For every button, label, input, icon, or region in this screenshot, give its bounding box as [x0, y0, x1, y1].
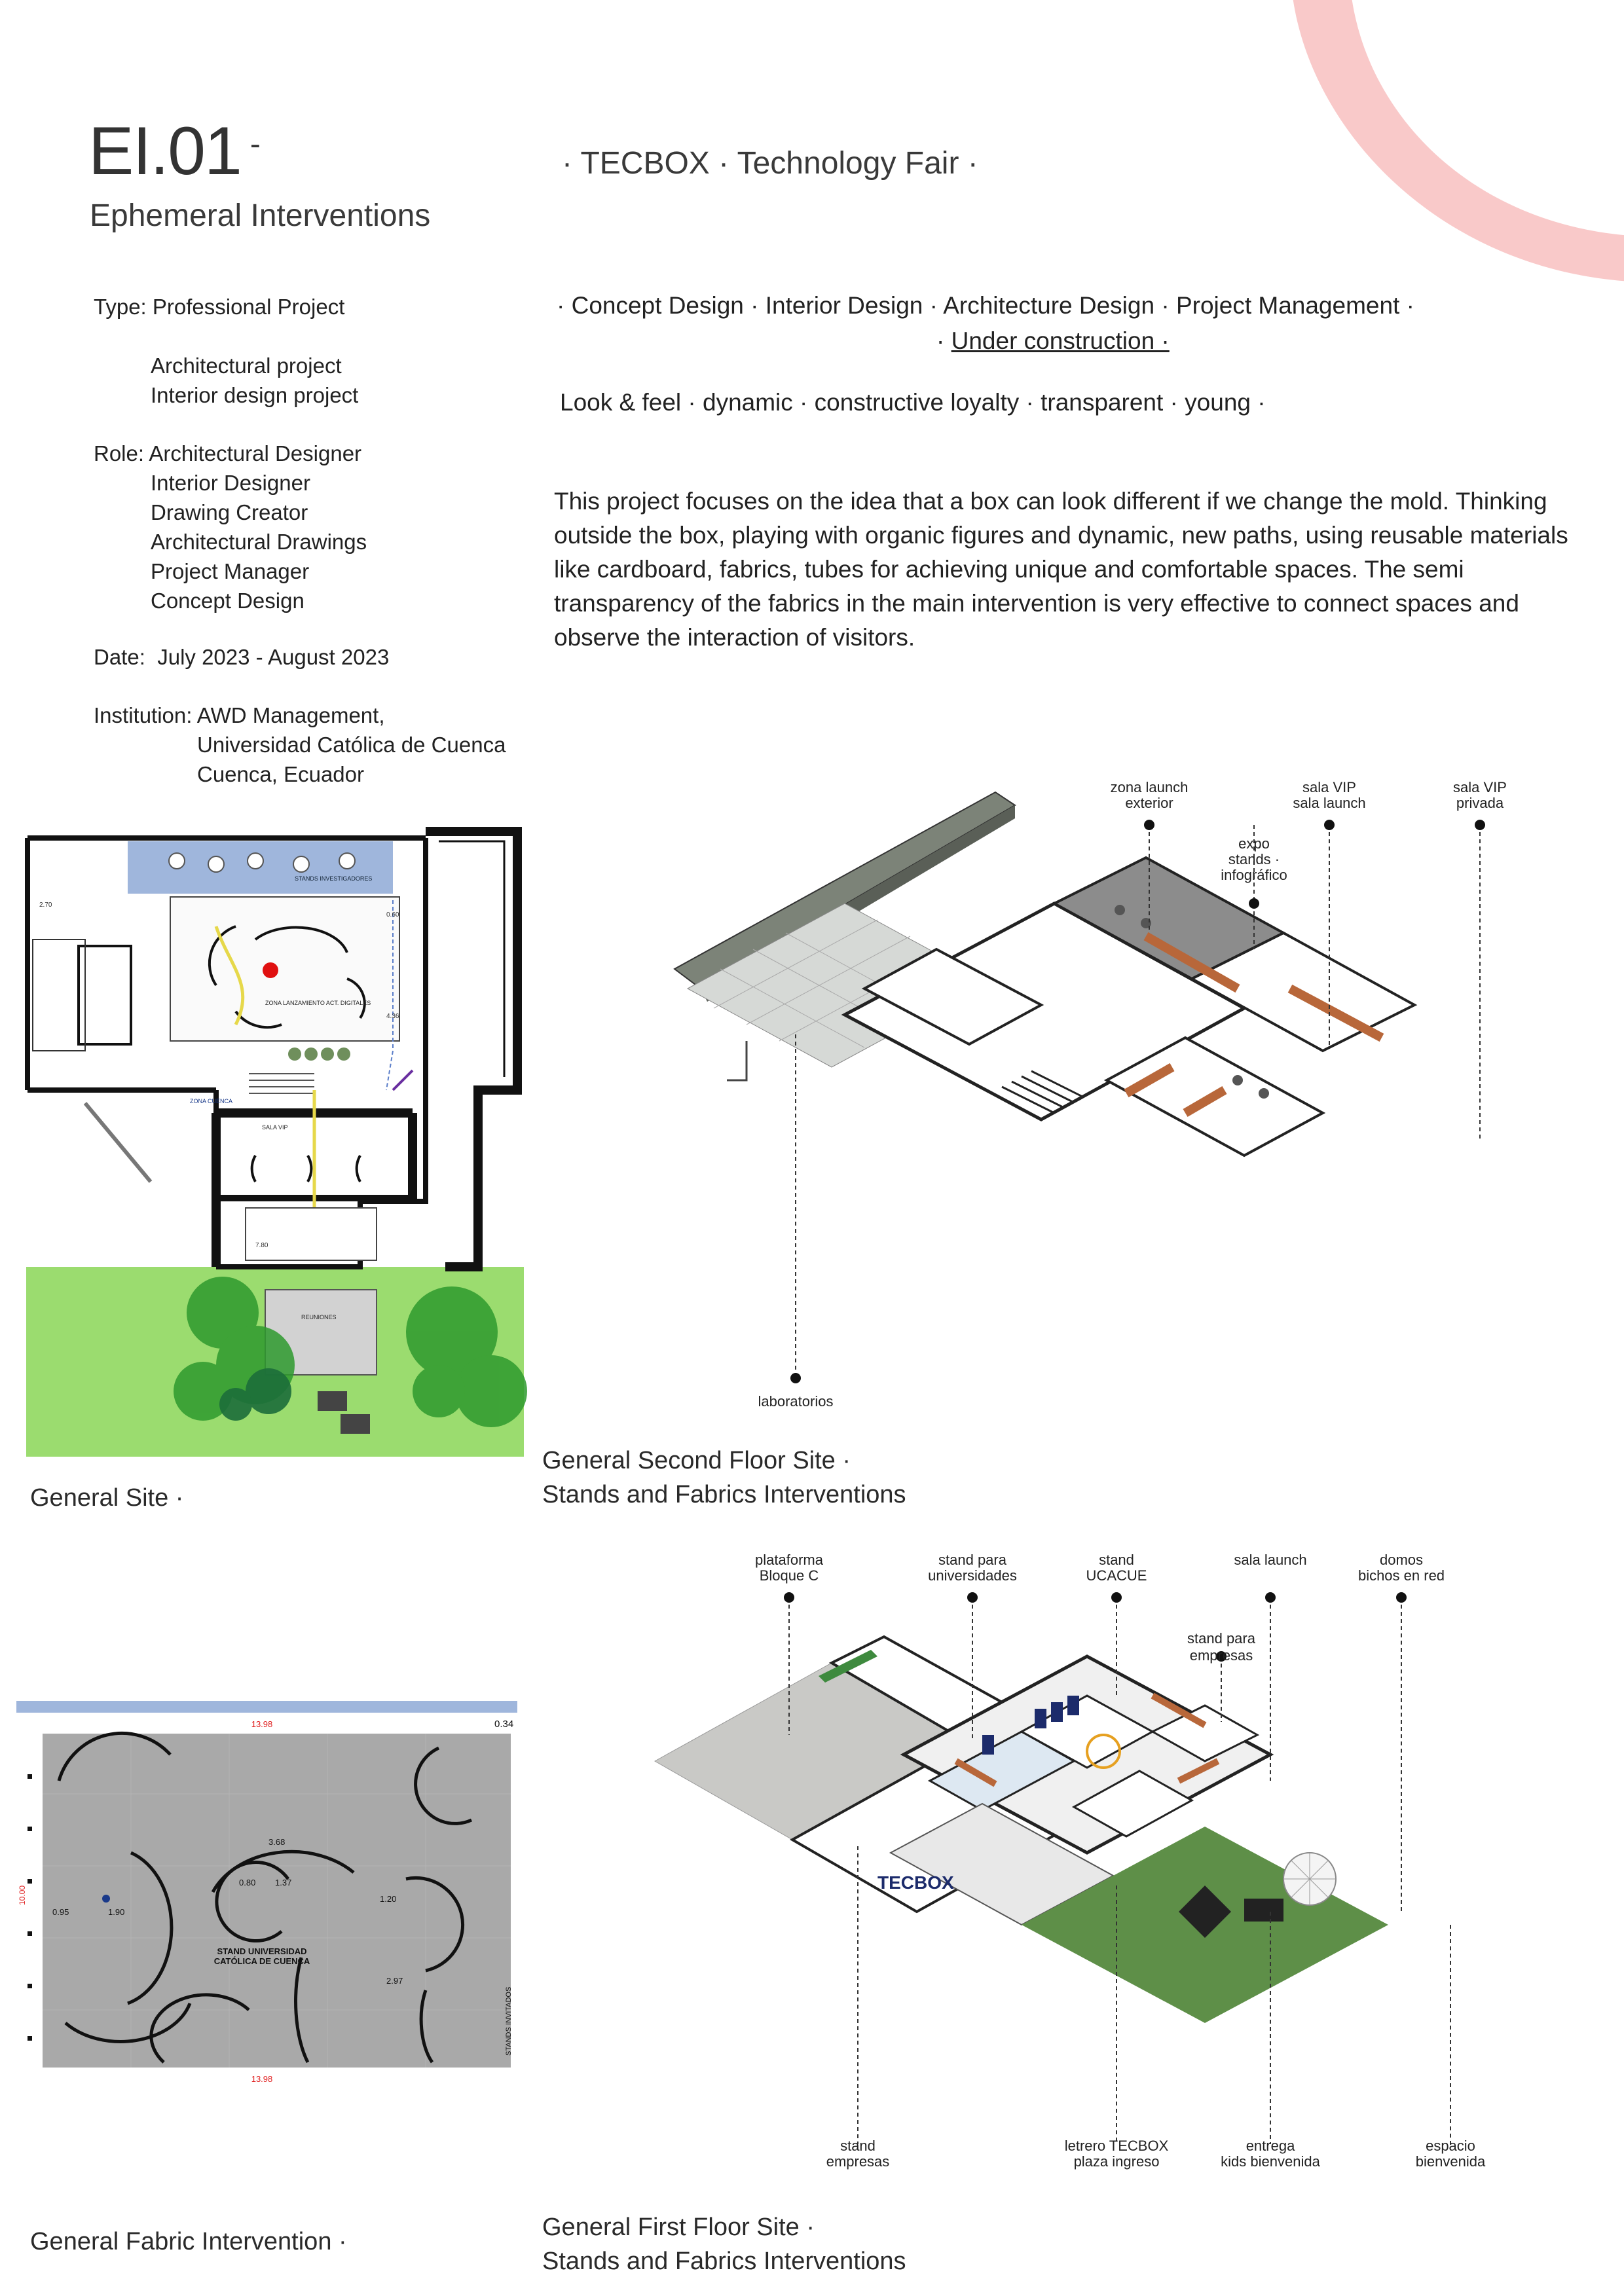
stands-label: STANDS INVESTIGADORES [295, 875, 373, 882]
caption-general-site: General Site · [30, 1484, 184, 1512]
caption-fabric: General Fabric Intervention · [30, 2228, 347, 2255]
caption-second-floor [542, 1444, 906, 1512]
callout-ucacue-1: stand [1099, 1552, 1134, 1568]
fabric-invitados: STANDS INVITADOS [505, 1986, 513, 2056]
callout-entrega-1: entrega [1246, 2138, 1295, 2154]
general-site-plan [20, 815, 530, 1457]
fabric-dim-f: 1.20 [380, 1894, 397, 1904]
callout-entrega-2: kids bienvenida [1221, 2153, 1320, 2170]
salon-label: SALA VIP [262, 1124, 288, 1131]
zona-lanz-label: ZONA LANZAMIENTO ACT. DIGITALES [265, 1000, 371, 1006]
callout-ucacue-2: UCACUE [1086, 1567, 1147, 1584]
callout-letrero-1: letrero TECBOX [1064, 2138, 1169, 2154]
tecbox-logo: TECBOX [877, 1872, 954, 1893]
project-code: EI.01 - [88, 113, 259, 189]
date-block: Date: July 2023 - August 2023 [94, 645, 390, 669]
fabric-dim-d: 2.97 [386, 1976, 403, 1986]
callout-espacio-1: espacio [1426, 2138, 1475, 2154]
caption-second-floor-line1: General Second Floor Site · [542, 1447, 851, 1474]
fabric-floor [43, 1734, 511, 2068]
fabric-left-dim: 10.00 [18, 1885, 27, 1905]
callout-laboratorios: laboratorios [758, 1393, 834, 1410]
callout-sala-vip-launch-1: sala VIP [1302, 779, 1356, 795]
callout-empresas-top-1: stand para [1187, 1630, 1255, 1647]
services-line: · Concept Design · Interior Design · Architecture Design · Project Management · [557, 292, 1414, 319]
fabric-stand-label-2: CATÓLICA DE CUENCA [213, 1956, 310, 1966]
callout-expo-1: expo [1238, 835, 1270, 852]
callout-stand-univ-2: universidades [928, 1567, 1017, 1584]
caption-first-floor-line2: Stands and Fabrics Interventions [542, 2248, 906, 2275]
fabric-dim-b: 0.80 [239, 1878, 256, 1887]
fair-title: · TECBOX · Technology Fair · [562, 146, 978, 181]
dim-3: 0.60 [386, 911, 399, 919]
callout-sala-vip-privada-2: privada [1456, 795, 1504, 811]
callout-stand-emp-1: stand [840, 2138, 876, 2154]
callout-expo-3: infográfico [1221, 867, 1287, 883]
callout-sala-vip-launch-2: sala launch [1293, 795, 1366, 811]
dim-2: 2.70 [39, 902, 52, 909]
callout-plataforma-2: Bloque C [759, 1567, 819, 1584]
callout-zona-launch-2: exterior [1125, 795, 1173, 811]
caption-first-floor [542, 2210, 906, 2278]
callout-plataforma-1: plataforma [755, 1552, 823, 1568]
callout-domos-1: domos [1379, 1552, 1424, 1568]
role-block: Role: Architectural Designer Interior Designer Drawing Creator Architectural Drawings Project Manager Concept Design [94, 441, 367, 613]
institution-block: Institution: AWD Management, Universidad Católica de Cuenca Cuenca, Ecuador [94, 703, 506, 786]
zona-cuenca-label: ZONA CUENCA [190, 1098, 233, 1104]
second-floor-axonometric [648, 773, 1565, 1421]
callout-sala-vip-privada-1: sala VIP [1453, 779, 1507, 795]
fabric-dim-c: 1.37 [275, 1878, 292, 1887]
caption-first-floor-line1: General First Floor Site · [542, 2214, 815, 2241]
dim-1: 7.80 [255, 1242, 268, 1249]
callout-letrero-2: plaza ingreso [1073, 2153, 1160, 2170]
callout-zona-launch-1: zona launch [1110, 779, 1189, 795]
callout-domos-2: bichos en red [1357, 1567, 1445, 1584]
callout-stand-univ-1: stand para [938, 1552, 1006, 1568]
fabric-top-band [16, 1701, 517, 1713]
project-description: This project focuses on the idea that a box can look different if we change the mold. Thinking outside the box, playing with organic figures and dynamic, new paths, using reusable materials like cardboard, fabrics, tubes for achieving unique and comfortable spaces. The semi transparency of the fabrics in the main intervention is very effective to connect spaces and observe the interaction of visitors. [554, 488, 1568, 651]
callout-espacio-2: bienvenida [1415, 2153, 1486, 2170]
dim-4: 4.36 [386, 1013, 399, 1020]
callout-empresas-top-2b: empresas [1189, 1647, 1253, 1664]
marker-dot [263, 962, 278, 978]
fabric-bottom-dim: 13.98 [251, 2074, 273, 2084]
callout-sala-launch: sala launch [1234, 1552, 1307, 1568]
fabric-stand-label-1: STAND UNIVERSIDAD [217, 1946, 307, 1956]
callout-expo-2: stands · [1228, 851, 1280, 867]
project-subtitle: Ephemeral Interventions [90, 198, 431, 233]
fabric-dim-e: 1.90 [108, 1907, 125, 1917]
fabric-dim-a: 3.68 [268, 1837, 286, 1847]
fabric-right-dim: 0.34 [494, 1719, 514, 1730]
look-feel-line: Look & feel · dynamic · constructive loyalty · transparent · young · [560, 389, 1266, 416]
type-block: Type: Professional Project [94, 295, 345, 319]
type-items: Architectural project Interior design project [151, 354, 359, 407]
status-line: · Under construction · [936, 327, 1170, 354]
fabric-intervention-plan [13, 1696, 524, 2115]
fabric-dim-g: 0.95 [52, 1907, 69, 1917]
first-floor-axonometric [616, 1545, 1545, 2193]
caption-second-floor-line2: Stands and Fabrics Interventions [542, 1481, 906, 1508]
fabric-top-dim: 13.98 [251, 1719, 273, 1729]
reuniones-label: REUNIONES [301, 1314, 337, 1321]
callout-stand-emp-2: empresas [826, 2153, 890, 2170]
